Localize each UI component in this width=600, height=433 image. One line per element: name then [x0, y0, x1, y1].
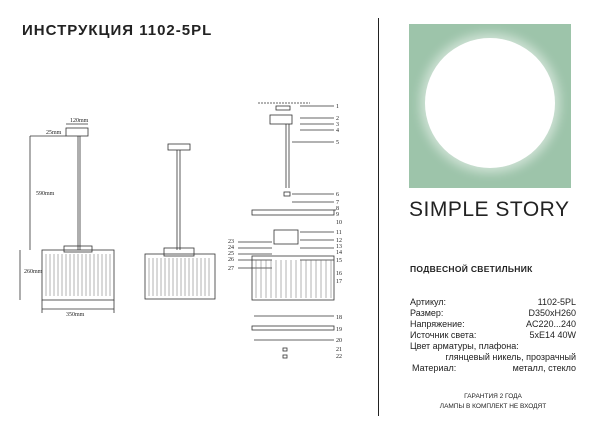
warranty-text: ГАРАНТИЯ 2 ГОДА	[464, 393, 522, 400]
part-number-label: 17	[336, 279, 342, 285]
part-number-label: 24	[228, 245, 234, 251]
dim-diameter: 350mm	[66, 312, 85, 318]
part-number-label: 14	[336, 250, 342, 256]
part-number-label: 5	[336, 140, 339, 146]
dim-rod: 590mm	[36, 191, 55, 197]
part-number-label: 11	[336, 230, 342, 236]
part-number-label: 18	[336, 315, 342, 321]
part-number-label: 22	[336, 354, 342, 360]
spec-light-source: Источник света: 5xE14 40W	[410, 330, 576, 340]
part-number-label: 1	[336, 104, 339, 110]
brand-logo	[409, 24, 571, 188]
part-number-label: 7	[336, 200, 339, 206]
dim-body: 260mm	[24, 269, 43, 275]
page-title: ИНСТРУКЦИЯ 1102-5PL	[22, 22, 213, 39]
spec-color-value: глянцевый никель, прозрачный	[445, 352, 576, 362]
part-number-label: 2	[336, 116, 339, 122]
part-number-label: 25	[228, 251, 234, 257]
part-number-label: 21	[336, 347, 342, 353]
moon-circle-icon	[425, 38, 555, 168]
dim-width-top: 120mm	[70, 118, 89, 124]
fixture-top-mid	[164, 248, 194, 256]
part-number-label: 10	[336, 220, 342, 226]
spec-size: Размер: D350xH260	[410, 308, 576, 318]
part-number-label: 15	[336, 258, 342, 264]
canopy-left	[66, 128, 88, 136]
part-number-label: 4	[336, 128, 339, 134]
spec-color-label: Цвет арматуры, плафона:	[410, 341, 519, 351]
part-number-label: 27	[228, 266, 234, 272]
spec-voltage: Напряжение: AC220...240	[410, 319, 576, 329]
brand-word-2: STORY	[495, 198, 570, 221]
vertical-divider	[378, 18, 379, 416]
brand-word-1: SIMPLE	[409, 198, 490, 221]
spec-article: Артикул: 1102-5PL	[410, 297, 576, 307]
lamps-note: ЛАМПЫ В КОМПЛЕКТ НЕ ВХОДЯТ	[439, 403, 547, 410]
part-number-label: 8	[336, 206, 339, 212]
spec-material: Материал: металл, стекло	[412, 363, 576, 373]
glass-rods	[46, 254, 331, 298]
product-type: ПОДВЕСНОЙ СВЕТИЛЬНИК	[410, 264, 533, 274]
part-number-label: 20	[336, 338, 342, 344]
part-number-label: 3	[336, 122, 339, 128]
part-number-label: 26	[228, 257, 234, 263]
part-number-label: 12	[336, 238, 342, 244]
dim-canopy: 25mm	[46, 130, 62, 136]
part-number-label: 9	[336, 212, 339, 218]
part-number-label: 6	[336, 192, 339, 198]
part-number-label: 23	[228, 239, 234, 245]
canopy-mid	[168, 144, 190, 150]
part-number-label: 13	[336, 244, 342, 250]
shade-mid	[145, 254, 215, 299]
part-number-label: 16	[336, 271, 342, 277]
part-number-label: 19	[336, 327, 342, 333]
brand-name	[409, 198, 569, 222]
